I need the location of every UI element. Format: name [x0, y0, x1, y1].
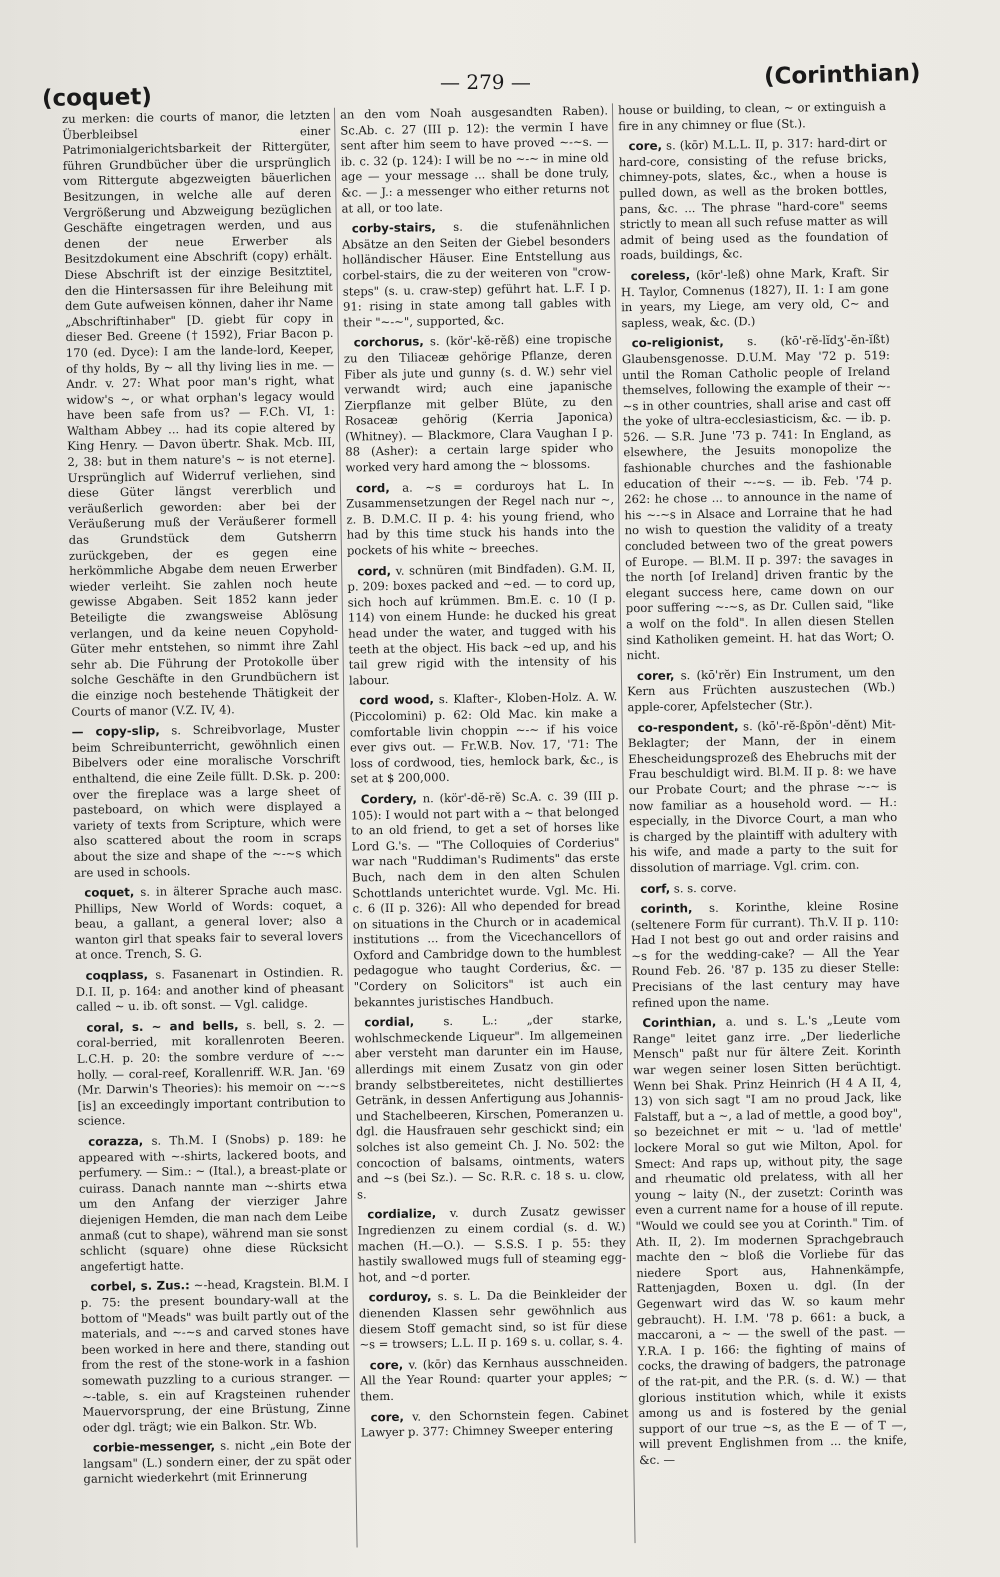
entry-text: zu merken: die courts of manor, die letzten Überbleibsel einer Patrimonialgerichtsbarkeit der Rittergüter, führen Grundbücher über die ursprünglich vom Rittergute abgezweigten bäuerlichen Besitzungen, in welche alle auf deren Vergrößerung und Abzweigung bezüglichen Geschäfte eingetragen werden, und aus denen der neue Erwerber als Besitzdokument eine Abschrift (copy) erhält. Diese Abschrift ist der einzige Besitztitel, den die Hintersassen für ihre Beleihung mit dem Gute aufweisen können, daher ihr Name „Abschriftinhaber" [D. giebt für copy in dieser Bed. Greene († 1592), Friar Bacon p. 170 (ed. Dyce): I am the lande-lord, Keeper, of thy holds, By ~ all thy living lies in me. — Andr. v. 27: What poor man's right, what widow's ~, or what orphan's legacy would have been safe from us? — F.Ch. VI, 1: Waltham Abbey ... had its copie altered by King Henry. — Davon übertr. Shak. Mcb. III, 2, 38: but in them nature's ~ is not eterne]. Ursprünglich auf Widerruf verliehen, sind diese Güter längst vererblich und veräußerlich geworden: aber bei der Veräußerung muß der Veräußerer formell das Grundstück dem Gutsherrn zurückgeben, der es gegen eine herkömmliche Abgabe dem neuen Erwerber wieder verleiht. Sie zahlen noch heute gewisse Abgaben. Seit 1852 kann jeder Beteiligte die zwangsweise Ablösung verlangen, und da keine neuen Copyhold-Güter mehr entstehen, so nimmt ihre Zahl sehr ab. Die Führung der Protokolle über solche Geschäfte in den Grundbüchern ist die einzige noch bestehende Thätigkeit der Courts of manor (V.Z. IV, 4). — [62, 107, 340, 719]
column-3 — [618, 99, 909, 1543]
entry-headword: Corinthian, — [642, 1015, 717, 1031]
dictionary-entry — [76, 1017, 346, 1130]
entry-text: s. L.: „der starke, wohlschmeckende Liqueur". Im allgemeinen aber versteht man darunter ein im Hause, allerdings mit einem Zusatz von gin oder brandy selbstbereitetes, nicht destilliertes Getränk, in dessen Anfertigung aus Johannis- und Stachelbeeren, Kirschen, Pomeranzen u. dgl. die Hausfrauen sehr geschickt sind; ein solches ist also gemeint Ch. J. No. 502: the concoction of balsams, ointments, waters and ~s (bei Sz.). — Sc. R.R. c. 18 s. u. clow, s. — [354, 1011, 625, 1202]
dictionary-entry — [627, 665, 896, 716]
dictionary-entry — [83, 1437, 352, 1488]
entry-text: (kōr'-leß) ohne Mark, Kraft. Sir H. Taylor, Comnenus (1827), II. 1: I am gone in years, my Liege, am very old, C~ and sapless, weak, &c. (D.) — [620, 264, 890, 330]
entry-headword: coral, s. ~ and bells, — [86, 1018, 239, 1035]
entry-text: s. (kō'-rĕ-lĭdʒ'-ĕn-ĭßt) Glaubensgenosse. D.U.M. May '72 p. 519: until the Roman Catholic people of Ireland themselves, following the example of their ~-~s in other countries, shall arise and cast off the yoke of ultra-ecclesiasticism, &c. — ib. p. 526. — S.R. June '73 p. 741: In England, as elsewhere, the Jesuits monopolize the fashionable churches and the fashionable education of their ~-~s. — ib. Feb. '74 p. 262: he chose ... to announce in the name of his ~-~s in Alsace and Lorraine that he had no wish to question the validity of a treaty concluded between two of the great powers of Europe. — Bl.M. II p. 397: the savages in the north [of Ireland] driven frantic by the elegant success here, came down on our poor suffering ~-~s, as Dr. Cullen said, "like a wolf on the fold". In allen diesen Stellen sind Katholiken gemeint. H. hat das Wort; O. nicht. — [621, 332, 895, 663]
entry-headword: core, — [628, 138, 663, 154]
dictionary-entry — [75, 965, 344, 1016]
entry-headword: cord wood, — [359, 692, 435, 708]
column-2 — [340, 103, 631, 1547]
entry-headword: coqplass, — [85, 967, 149, 983]
header-left-guideword: (coquet) — [41, 84, 153, 112]
page-number: — 279 — — [440, 70, 531, 94]
column-1 — [62, 108, 353, 1552]
entry-text: s. Th.M. I (Snobs) p. 189: he appeared with ~-shirts, lackered boots, and perfumery. — Sim.: ~ (Ital.), a breast-plate or cuirass. Danach nannte man ~-shirts etwa um den Anfang der vierziger Jahre diejenigen Hemden, die man nach dem Leibe anmaß (cut to shape), während man sie sonst schlicht (square) ohne diese Rücksicht angefertigt hatte. — [78, 1130, 348, 1274]
entry-text: house or building, to clean, ~ or extinguish a fire in any chimney or flue (St.). — [617, 99, 887, 133]
entry-text: v. (kōr) das Kernhaus ausschneiden. All the Year Round: quarter your apples; ~ them. — [359, 1353, 629, 1404]
entry-text: s. (kōr) M.L.L. II, p. 317: hard-dirt or hard-core, consisting of the refuse bricks, chimney-pots, slates, &c., when a house is pulled down, as well as the broken bottles, pans, &c. ... The phrase "hard-core" seems strictly to mean all such refuse matter as will admit of being used as the foundation of roads, buildings, &c. — [618, 135, 889, 263]
entry-headword: co-religionist, — [631, 334, 724, 351]
entry-text: s. s. corve. — [670, 880, 737, 896]
dictionary-entry — [349, 690, 618, 788]
entry-headword: core, — [369, 1357, 404, 1373]
entry-text: v. schnüren (mit Bindfaden). G.M. II, p. 209: boxes packed and ~ed. — to cord up, sich hoch auf krümmen. Bm.E. c. 10 (I p. 114) von einem Hunde: he ducked his great head under the water, and tugged with his teeth at the object. His back ~ed up, and his tail grew rigid with the intensity of his labour. — [347, 559, 617, 688]
dictionary-entry — [618, 99, 886, 134]
entry-text: an den vom Noah ausgesandten Raben). Sc.Ab. c. 27 (III p. 12): the vermin I have sent after him seem to have proved ~-~s. — ib. c. 32 (p. 124): I will be no ~-~ in mine old age — your message ... shall be done truly, &c. — J.: a messenger who either returns not at all, or too late. — [339, 103, 610, 216]
entry-text: s. s. L. Da die Beinkleider der dienenden Klassen sehr gewöhnlich aus diesem Stoff gemacht sind, so ist für diese ~s = trowsers; L.L. II p. 169 s. u. collar, s. 4. — [358, 1286, 628, 1352]
dictionary-entry — [344, 332, 614, 477]
entry-headword: cord, — [357, 563, 392, 579]
entry-text: s. Schreibvorlage, Muster beim Schreibunterricht, gewöhnlich einen Bibelvers oder eine moralische Vorschrift enthaltend, die eine Zeile füllt. D.Sk. p. 200: over the fireplace was a large sheet of pasteboard, on which were displayed a variety of texts from Scripture, which were also scattered about the room in scraps about the size and shape of the ~-~s which are used in schools. — [71, 720, 342, 880]
dictionary-entry — [357, 1204, 626, 1286]
dictionary-entry — [354, 1012, 625, 1203]
entry-text: s. die stufenähnlichen Absätze an den Seiten der Giebel besonders holländischer Häuser. Eine Entstellung aus corbel-stairs, die zu der weiteren von "crow-steps" (s. u. craw-step) geführt hat. L.F. I p. 91: rising in state among tall gables with their "~-~", supported, &c. — [342, 217, 612, 330]
entry-headword: corby-stairs, — [351, 220, 436, 236]
entry-headword: cord, — [355, 480, 390, 496]
entry-headword: core, — [370, 1409, 405, 1424]
entry-text: s. nicht „ein Bote der langsam" (L.) sondern einer, der zu spät oder garnicht wiederkehrt (mit Erinnerung — [83, 1436, 352, 1487]
dictionary-entry — [346, 477, 615, 559]
header-right-guideword: (Corinthian) — [763, 59, 921, 91]
dictionary-entry — [62, 108, 340, 720]
entry-text: s. Fasanenart in Ostindien. R. D.I. II, p. 164: and another kind of pheasant called ~ u. ib. oft sonst. — Vgl. calidge. — [75, 964, 344, 1015]
entry-headword: cordial, — [364, 1014, 415, 1030]
entry-headword: — copy-slip, — [71, 723, 160, 740]
dictionary-entry — [630, 877, 898, 897]
entry-headword: corchorus, — [353, 334, 424, 350]
entry-headword: co-respondent, — [637, 719, 739, 735]
entry-text: s. (kör'-kĕ-rĕß) eine tropische zu den Tiliaceæ gehörige Pflanze, deren Fiber als jute und gunny (s. d. W.) sehr viel verwandt wird; auch eine japanische Zierpflanze mit gelber Blüte, zu den Rosaceæ gehörig (Kerria Japonica) (Whitney). — Blackmore, Clara Vaughan I p. 88 (Asher): a certain large spider who worked very hard among the ~ blossoms. — [343, 331, 614, 475]
dictionary-entry — [351, 788, 622, 1010]
entry-text: s. (kō'rĕr) Ein Instrument, um den Kern aus Früchten auszustechen (Wb.) apple-corer, Apfelstecher (Str.). — [627, 664, 896, 715]
entry-text: v. den Schornstein fegen. Cabinet Lawyer p. 377: Chimney Sweeper entering — [360, 1405, 629, 1440]
entry-text: v. durch Zusatz gewisser Ingredienzen zu einem cordial (s. d. W.) machen (H.—O.). — S.S.S. I p. 55: they hastily swallowed mugs full of steaming egg-hot, and ~d porter. — [357, 1203, 627, 1285]
entry-headword: corbel, s. Zus.: — [90, 1278, 190, 1295]
dictionary-entry — [347, 560, 617, 689]
entry-text: s. Korinthe, kleine Rosine (seltenere Form für currant). Th.V. II p. 110: Had I not best go out and order raisins and ~s for the wedding-cake? — All the Year Round Feb. 26. '87 p. 135 zu dieser Stelle: Precisians of the last century may have refined upon the name. — [630, 898, 900, 1010]
entry-headword: corbie-messenger, — [92, 1439, 216, 1455]
dictionary-entry — [360, 1406, 628, 1441]
dictionary-entry — [78, 1131, 348, 1276]
dictionary-entry — [628, 717, 898, 877]
entry-headword: coreless, — [630, 268, 691, 284]
entry-text: a. und s. L.'s „Leute vom Range" leitet ganz irre. „Der liederliche Mensch" paßt nur für ältere Zeit. Korinth war wegen seiner losen Sitten berüchtigt. Wenn bei Shak. Prinz Heinrich (H 4 A II, 4, 13) von sich sagt "I am no proud Jack, like Falstaff, but a ~, a lad of mettle, a good boy", so bezeichnet er mit ~ u. 'lad of mettle' lockere Moral so gut wie Milton, Apol. for Smect: And raps up, without pity, the sage and rheumatic old prelatess, with all her young ~ laity (N., der zusetzt: Corinth was even a current name for a house of ill repute. "Would we could see you at Corinth." Tim. of Ath. II, 2). Im modernen Sprachgebrauch machte den ~ bloß die Vorliebe für das niedere Sport aus, Hahnenkämpfe, Rattenjagden, Boxen u. dgl. (In der Gegenwart wird das W. so kaum mehr gebraucht). H. I.M. '78 p. 661: a buck, a maccaroni, a ~ — the swell of the past. — Y.R.A. I p. 166: the fighting of mains of cocks, the drawing of badgers, the patronage of the rat-pit, and the P.R. (s. d. W.) — that glorious institution which, while it exists among us and is fostered by the genial support of our true ~s, as the E — of T —, will prevent Englishmen from ... the knife, &c. — — [632, 1012, 908, 1467]
dictionary-entry — [74, 882, 343, 964]
entry-headword: corer, — [636, 668, 675, 683]
dictionary-entry — [72, 721, 342, 881]
dictionary-entry — [340, 103, 610, 216]
entry-headword: coquet, — [84, 885, 135, 900]
dictionary-entry — [630, 898, 900, 1011]
dictionary-entry — [80, 1276, 350, 1436]
entry-headword: Cordery, — [360, 791, 418, 807]
dictionary-entry — [632, 1012, 907, 1468]
entry-headword: corf, — [640, 881, 671, 896]
entry-text: s. Klafter-, Kloben-Holz. A. W. (Piccolomini) p. 62: Old Mac. kin make a comfortable livin choppin ~-~ if his voice ever givs out. — Fr.W.B. Nov. 17, '71: The loss of cordwood, ties, hemlock bark, &c., is set at $ 200,000. — [349, 689, 619, 786]
text-columns — [62, 99, 909, 1562]
dictionary-entry — [621, 265, 890, 332]
entry-text: ~-head, Kragstein. Bl.M. I p. 75: the present boundary-wall at the bottom of "Meads" was built partly out of the materials, and ~-~s and carved stones have been worked in here and there, standing out from the rest of the stone-work in a fashion somewath puzzling to a curious stranger. — ~-table, s. ein auf Kragsteinen ruhender Mauervorsprung, der eine Brüstung, Zinne oder dgl. trägt; wie ein Balkon. Str. Wb. — [80, 1275, 351, 1435]
entry-headword: corinth, — [640, 901, 693, 917]
dictionary-entry — [359, 1287, 628, 1354]
dictionary-entry — [622, 332, 895, 664]
entry-text: s. (kō'-rĕ-ßpŏn'-dĕnt) Mit-Beklagter; der Mann, der in einem Ehescheidungsprozeß des Ehebruchs mit der Frau beschuldigt wird. Bl.M. II p. 8: we have our Probate Court; and the phrase ~-~ is now familiar as a household word. — H.: especially, in the Divorce Court, a man who is charged by the plaintiff with adultery with his wife, and made a party to the suit for dissolution of marriage. Vgl. crim. con. — [627, 716, 898, 876]
entry-text: n. (kör'-dĕ-rĕ) Sc.A. c. 39 (III p. 105): I would not part with a ~ that belonged to an old friend, to get a set of horses like Lord G.'s. — "The Colloquies of Corderius" war nach "Ruddiman's Rudiments" das erste Buch, nach dem in den alten Schulen Schottlands unterichtet wurde. Vgl. Mc. Hi. c. 6 (II p. 326): All who depended for bread on situations in the Church or in academical institutions ... from the Vicechancellors of Oxford and Cambridge down to the humblest pedagogue who taught Corderius, &c. — "Cordery on Solicitors" ist auch ein bekanntes juristisches Handbuch. — [350, 788, 622, 1010]
entry-headword: corazza, — [88, 1133, 144, 1149]
entry-text: s. bell, s. 2. — coral-berried, mit korallenroten Beeren. L.C.H. p. 20: the sombre verdure of ~-~ holly. — coral-reef, Korallenriff. W.R. Jan. '69 (Mr. Darwin's Theories): his memoir on ~-~s [is] an exceedingly important contribution to science. — [76, 1016, 346, 1129]
entry-headword: corduroy, — [368, 1289, 432, 1305]
dictionary-entry — [360, 1354, 629, 1405]
entry-text: a. ~s = corduroys hat L. In Zusammensetzungen der Regel nach nur ~, z. B. D.M.C. II p. 4: his young friend, who had by this time stuck his hands into the pockets of his white ~ breeches. — [346, 477, 615, 558]
dictionary-entry — [342, 218, 612, 331]
dictionary-entry — [618, 135, 888, 264]
entry-text: s. in älterer Sprache auch masc. Phillips, New World of Words: coquet, a beau, a gallant, a general lover; also a wanton girl that speaks fair to several lovers at once. Trench, S. G. — [74, 881, 344, 963]
entry-headword: cordialize, — [367, 1206, 437, 1222]
